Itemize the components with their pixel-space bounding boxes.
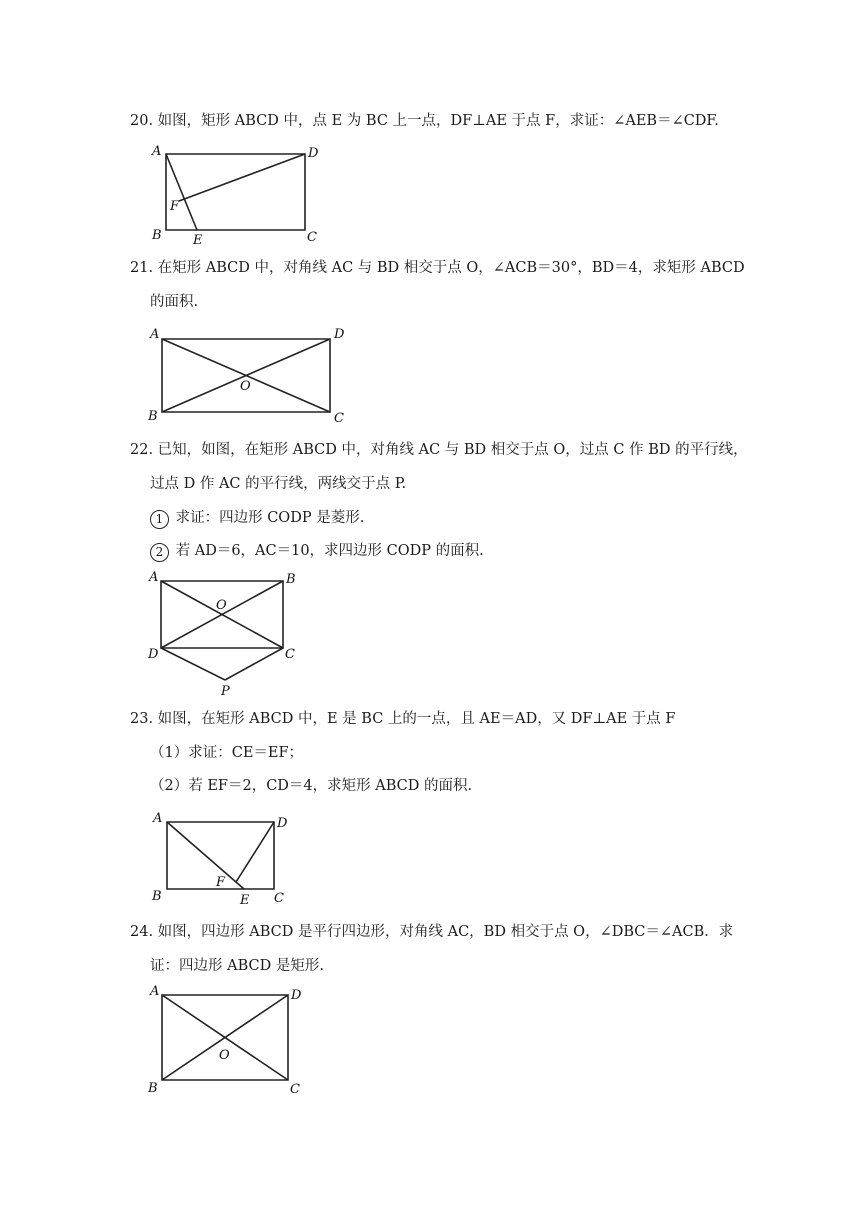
point-label: F (170, 199, 180, 214)
point-label: A (149, 570, 159, 585)
problem-line: 过点 D 作 AC 的平行线，两线交于点 P. (150, 476, 407, 492)
problem-22-part-2 (150, 541, 484, 562)
point-label: D (334, 327, 345, 342)
point-label: B (148, 409, 158, 424)
rectangle-diagram (145, 808, 315, 908)
point-label: D (308, 146, 319, 161)
point-label: O (219, 1048, 230, 1063)
circled-number: 1 (150, 510, 169, 529)
problem-24-text-cont (150, 956, 324, 976)
point-label: C (274, 891, 284, 906)
point-label: B (148, 1081, 158, 1096)
problem-line: 如图，在矩形 ABCD 中，E 是 BC 上的一点，且 AE＝AD，又 DF⊥AE 于点 F (157, 711, 676, 727)
problem-line: 已知，如图，在矩形 ABCD 中，对角线 AC 与 BD 相交于点 O，过点 C 作 BD 的平行线， (157, 442, 748, 458)
point-label: C (290, 1082, 300, 1097)
point-label: C (307, 230, 317, 245)
point-label: C (334, 411, 344, 426)
point-label: O (216, 598, 227, 613)
point-label: P (221, 684, 230, 699)
rectangle-diagram (145, 980, 315, 1100)
subpart-text: 若 AD＝6，AC＝10，求四边形 CODP 的面积. (175, 543, 484, 559)
point-label: E (240, 893, 250, 908)
problem-22-text (130, 440, 748, 460)
rectangle-diagram (145, 322, 355, 427)
problem-number: 22. (130, 442, 154, 458)
problem-23-text (130, 709, 675, 729)
segment-ae (166, 154, 197, 230)
problem-line: 证：四边形 ABCD 是矩形. (150, 958, 324, 974)
problem-line: 在矩形 ABCD 中，对角线 AC 与 BD 相交于点 O，∠ACB＝30°，BD＝4，求矩形 ABCD (157, 260, 745, 276)
point-label: D (148, 647, 159, 662)
problem-number: 24. (130, 924, 154, 940)
problem-number: 23. (130, 711, 154, 727)
point-label: B (152, 228, 162, 243)
problem-24-text (130, 922, 733, 942)
problem-line: 如图，矩形 ABCD 中，点 E 为 BC 上一点，DF⊥AE 于点 F，求证：∠AEB＝∠CDF. (157, 113, 719, 129)
point-label: A (150, 984, 160, 999)
point-label: A (150, 327, 160, 342)
subpart-marker: （2） (150, 778, 189, 794)
segments-dp-cp (161, 648, 283, 680)
problem-23-part-1 (150, 743, 303, 763)
point-label: A (152, 144, 162, 159)
point-label: C (285, 647, 295, 662)
figure-22 (145, 568, 315, 698)
circled-number: 2 (150, 543, 169, 562)
point-label: F (216, 875, 226, 890)
rect-abcd (166, 154, 305, 230)
problem-23-part-2 (150, 776, 472, 796)
figure-21 (145, 322, 355, 427)
rectangle-rhombus-diagram (145, 568, 315, 698)
problem-number: 20. (130, 113, 154, 129)
segment-ae (167, 822, 244, 889)
point-label: A (153, 811, 163, 826)
point-label: O (240, 379, 251, 394)
problem-22-text-cont (150, 474, 406, 494)
figure-23 (145, 808, 315, 908)
problem-22-part-1 (150, 508, 364, 529)
point-label: E (193, 233, 203, 248)
problem-20-text (130, 111, 719, 131)
point-label: B (152, 889, 162, 904)
point-label: B (286, 572, 296, 587)
problem-line: 如图，四边形 ABCD 是平行四边形，对角线 AC，BD 相交于点 O，∠DBC＝∠ACB．求 (157, 924, 734, 940)
subpart-text: 若 EF＝2，CD＝4，求矩形 ABCD 的面积. (188, 778, 473, 794)
subpart-text: 求证：四边形 CODP 是菱形. (175, 510, 365, 526)
subpart-text: 求证：CE＝EF； (188, 745, 304, 761)
subpart-marker: （1） (150, 745, 189, 761)
problem-number: 21. (130, 260, 154, 276)
point-label: D (277, 816, 288, 831)
figure-20 (145, 140, 345, 250)
segment-df (236, 822, 274, 882)
figure-24 (145, 980, 315, 1100)
problem-line: 的面积. (150, 294, 199, 310)
problem-21-text-cont (150, 292, 198, 312)
segment-df (179, 154, 305, 201)
point-label: D (291, 988, 302, 1003)
rectangle-diagram (145, 140, 345, 250)
problem-21-text (130, 258, 745, 278)
